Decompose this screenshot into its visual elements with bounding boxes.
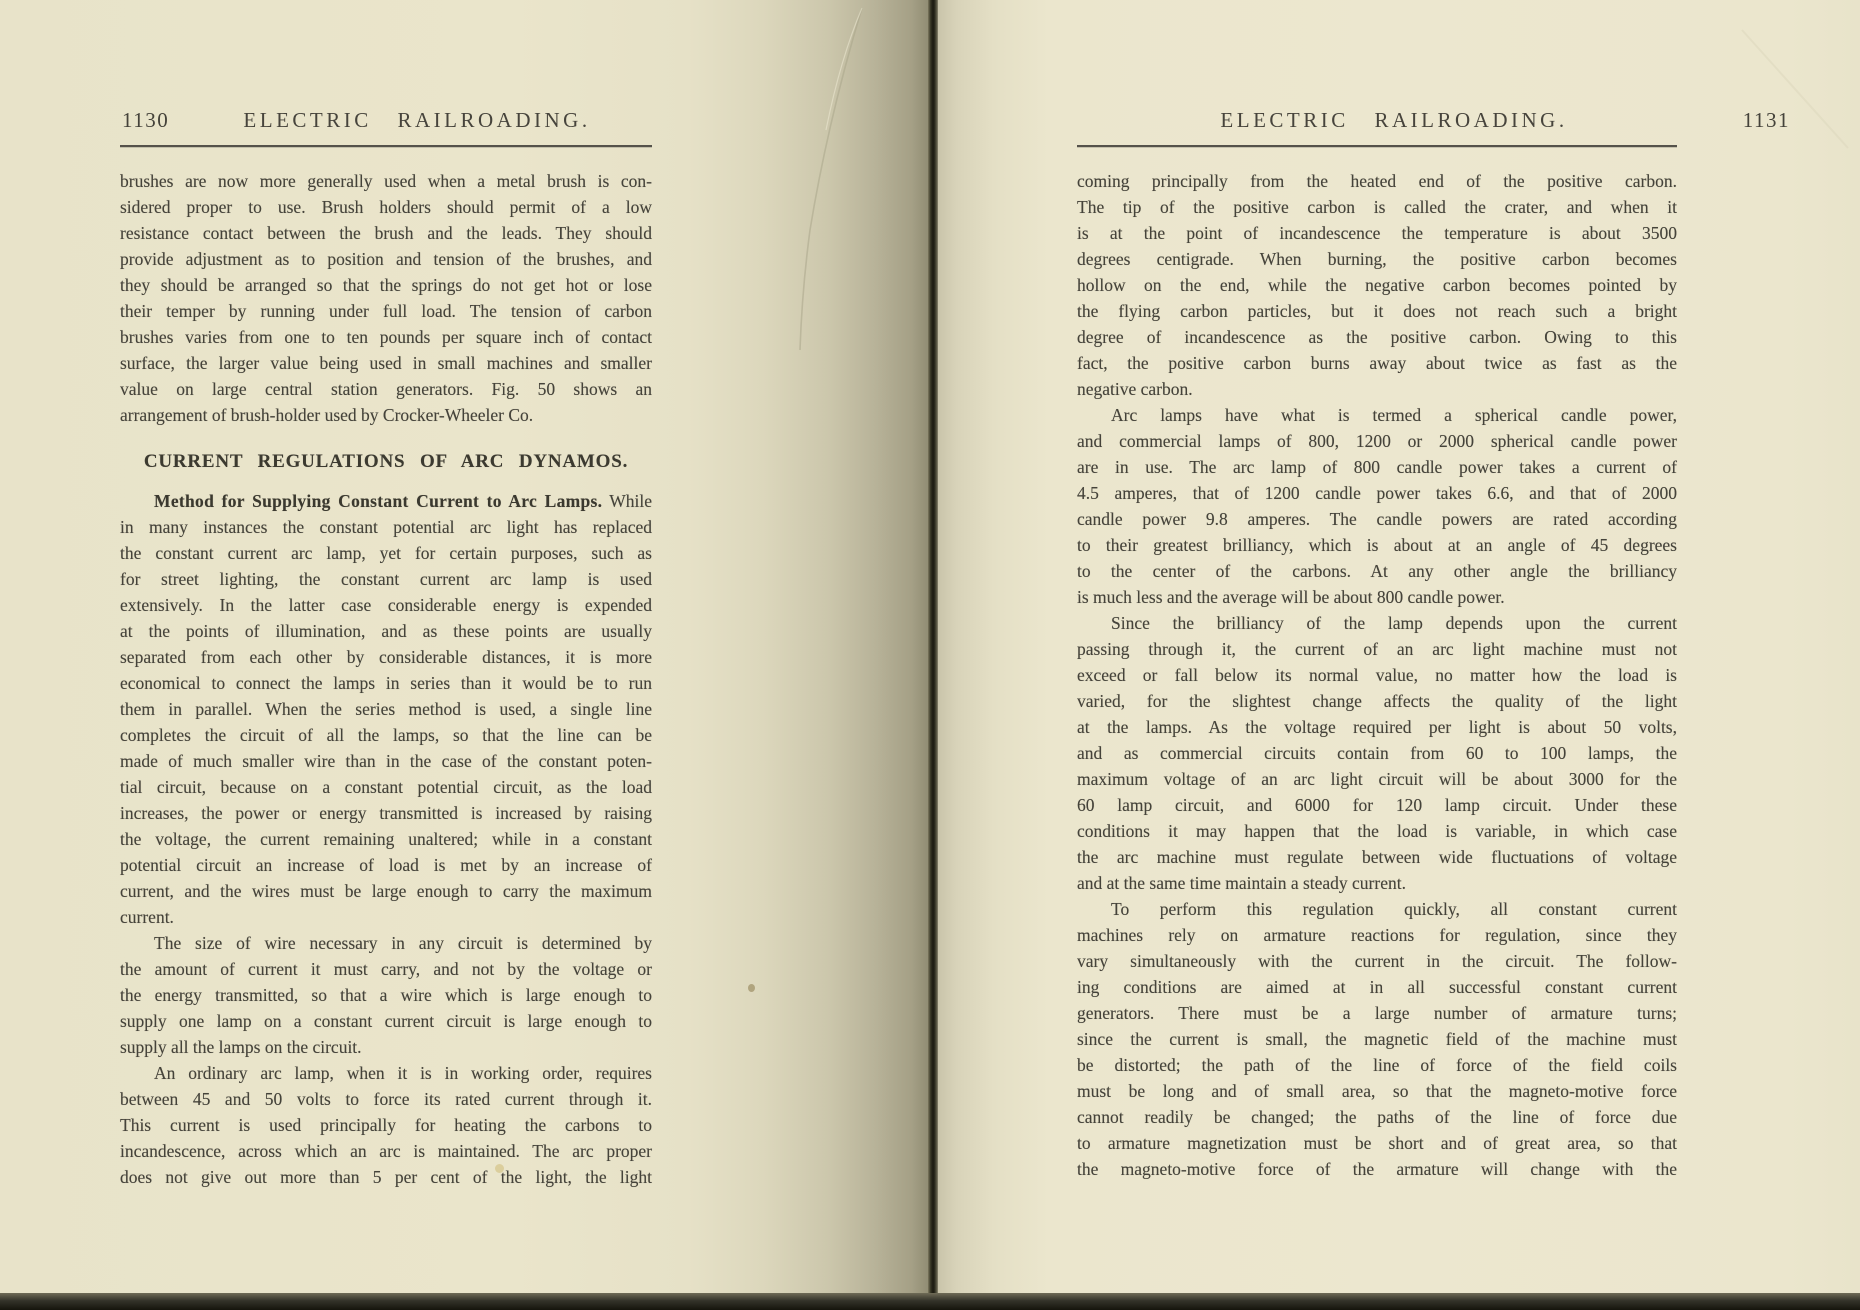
text-line: the energy transmitted, so that a wire which is large enough to bbox=[120, 985, 652, 1005]
text-line: coming principally from the heated end of the positive carbon. bbox=[1077, 171, 1677, 191]
text-line: Arc lamps have what is termed a spherical candle power, bbox=[1111, 405, 1677, 425]
text-line: degrees centigrade. When burning, the positive carbon becomes bbox=[1077, 249, 1677, 269]
text-line: The tip of the positive carbon is called the crater, and when it bbox=[1077, 197, 1677, 217]
text-line: their temper by running under full load. The tension of carbon bbox=[120, 301, 652, 321]
text-line: incandescence, across which an arc is maintained. The arc proper bbox=[120, 1141, 652, 1161]
text-line: economical to connect the lamps in series than it would be to run bbox=[120, 673, 652, 693]
text-line: passing through it, the current of an arc light machine must not bbox=[1077, 639, 1677, 659]
paper-speck bbox=[748, 984, 755, 992]
text-line: value on large central station generators. Fig. 50 shows an bbox=[120, 379, 652, 399]
text-line: since the current is small, the magnetic field of the machine must bbox=[1077, 1029, 1677, 1049]
book-spine-gutter bbox=[928, 0, 938, 1310]
text-line: degree of incandescence as the positive carbon. Owing to this bbox=[1077, 327, 1677, 347]
text-line: generators. There must be a large number of armature turns; bbox=[1077, 1003, 1677, 1023]
text-line: between 45 and 50 volts to force its rated current through it. bbox=[120, 1089, 652, 1109]
text-line: separated from each other by considerable distances, it is more bbox=[120, 647, 652, 667]
text-line: Method for Supplying Constant Current to Arc Lamps. While bbox=[154, 491, 652, 511]
right-page-number: 1131 bbox=[1742, 108, 1790, 132]
text-line: the arc machine must regulate between wide fluctuations of voltage bbox=[1077, 847, 1677, 867]
text-line: An ordinary arc lamp, when it is in working order, requires bbox=[154, 1063, 652, 1083]
text-line: To perform this regulation quickly, all constant current bbox=[1111, 899, 1677, 919]
text-line: and at the same time maintain a steady current. bbox=[1077, 873, 1406, 893]
text-line: to their greatest brilliancy, which is about at an angle of 45 degrees bbox=[1077, 535, 1677, 555]
text-line: exceed or fall below its normal value, no matter how the load is bbox=[1077, 665, 1677, 685]
text-line: in many instances the constant potential arc light has replaced bbox=[120, 517, 652, 537]
text-line: surface, the larger value being used in small machines and smaller bbox=[120, 353, 652, 373]
right-running-title: ELECTRIC RAILROADING. bbox=[1220, 108, 1568, 132]
left-page-number: 1130 bbox=[122, 108, 170, 132]
text-line: provide adjustment as to position and tension of the brushes, and bbox=[120, 249, 652, 269]
text-line: completes the circuit of all the lamps, so that the line can be bbox=[120, 725, 652, 745]
text-line: at the points of illumination, and as these points are usually bbox=[120, 621, 652, 641]
text-line: current. bbox=[120, 907, 174, 927]
text-line: to armature magnetization must be short and of great area, so that bbox=[1077, 1133, 1677, 1153]
left-running-title: ELECTRIC RAILROADING. bbox=[243, 108, 591, 132]
left-page-body bbox=[120, 168, 652, 1190]
bold-lead-in: Method for Supplying Constant Current to Arc Lamps. bbox=[154, 491, 603, 511]
text-line: hollow on the end, while the negative carbon becomes pointed by bbox=[1077, 275, 1677, 295]
left-head-rule bbox=[120, 145, 652, 147]
section-heading: CURRENT REGULATIONS OF ARC DYNAMOS. bbox=[143, 451, 629, 472]
text-line: brushes varies from one to ten pounds per square inch of contact bbox=[120, 327, 652, 347]
text-line: fact, the positive carbon burns away about twice as fast as the bbox=[1077, 353, 1677, 373]
text-line: is much less and the average will be about 800 candle power. bbox=[1077, 587, 1505, 607]
paragraph bbox=[1077, 168, 1677, 402]
text-line: to the center of the carbons. At any other angle the brilliancy bbox=[1077, 561, 1677, 581]
book-bottom-edge bbox=[0, 1293, 1860, 1310]
text-line: varied, for the slightest change affects the quality of the light bbox=[1077, 691, 1677, 711]
text-line: must be long and of small area, so that the magneto-motive force bbox=[1077, 1081, 1677, 1101]
text-line: current, and the wires must be large enough to carry the maximum bbox=[120, 881, 652, 901]
text-line: extensively. In the latter case considerable energy is expended bbox=[120, 595, 652, 615]
text-line: the voltage, the current remaining unaltered; while in a constant bbox=[120, 829, 652, 849]
paragraph bbox=[1077, 896, 1677, 1182]
text-line: the constant current arc lamp, yet for certain purposes, such as bbox=[120, 543, 652, 563]
text-line: potential circuit an increase of load is met by an increase of bbox=[120, 855, 652, 875]
left-running-head bbox=[120, 108, 652, 135]
text-line: arrangement of brush-holder used by Crocker-Wheeler Co. bbox=[120, 405, 534, 425]
text-line: sidered proper to use. Brush holders should permit of a low bbox=[120, 197, 652, 217]
text-line: increases, the power or energy transmitted is increased by raising bbox=[120, 803, 652, 823]
text-line: conditions it may happen that the load is variable, in which case bbox=[1077, 821, 1677, 841]
text-line: vary simultaneously with the current in the circuit. The follow- bbox=[1077, 951, 1677, 971]
right-page bbox=[1077, 108, 1790, 1182]
text-line: resistance contact between the brush and the leads. They should bbox=[120, 223, 652, 243]
text-line: the flying carbon particles, but it does not reach such a bright bbox=[1077, 301, 1677, 321]
text-line: be distorted; the path of the line of force of the field coils bbox=[1077, 1055, 1677, 1075]
text-line: negative carbon. bbox=[1077, 379, 1193, 399]
paragraph bbox=[120, 1060, 652, 1190]
text-line: tial circuit, because on a constant potential circuit, as the load bbox=[120, 777, 652, 797]
text-line: Since the brilliancy of the lamp depends upon the current bbox=[1111, 613, 1677, 633]
text-line: This current is used principally for heating the carbons to bbox=[120, 1115, 652, 1135]
text-line: candle power 9.8 amperes. The candle powers are rated according bbox=[1077, 509, 1677, 529]
text-line: The size of wire necessary in any circuit is determined by bbox=[154, 933, 652, 953]
right-head-rule bbox=[1077, 145, 1677, 147]
paragraph bbox=[1077, 610, 1677, 896]
text-line: 4.5 amperes, that of 1200 candle power takes 6.6, and that of 2000 bbox=[1077, 483, 1677, 503]
text-line: for street lighting, the constant current arc lamp is used bbox=[120, 569, 652, 589]
text-line: the magneto-motive force of the armature will change with the bbox=[1077, 1159, 1677, 1179]
text-line: and as commercial circuits contain from 60 to 100 lamps, the bbox=[1077, 743, 1677, 763]
paragraph bbox=[120, 488, 652, 930]
text-line: cannot readily be changed; the paths of the line of force due bbox=[1077, 1107, 1677, 1127]
text-line: machines rely on armature reactions for regulation, since they bbox=[1077, 925, 1677, 945]
text-line: supply one lamp on a constant current circuit is large enough to bbox=[120, 1011, 652, 1031]
left-page bbox=[120, 108, 652, 1190]
text-line: they should be arranged so that the springs do not get hot or lose bbox=[120, 275, 652, 295]
text-line: made of much smaller wire than in the case of the constant poten- bbox=[120, 751, 652, 771]
text-line: and commercial lamps of 800, 1200 or 2000 spherical candle power bbox=[1077, 431, 1677, 451]
text-line: them in parallel. When the series method is used, a single line bbox=[120, 699, 652, 719]
text-line: are in use. The arc lamp of 800 candle power takes a current of bbox=[1077, 457, 1677, 477]
right-running-head bbox=[1077, 108, 1790, 135]
paragraph bbox=[1077, 402, 1677, 610]
text-line: the amount of current it must carry, and not by the voltage or bbox=[120, 959, 652, 979]
paragraph bbox=[120, 930, 652, 1060]
text-line: ing conditions are aimed at in all successful constant current bbox=[1077, 977, 1677, 997]
text-line: supply all the lamps on the circuit. bbox=[120, 1037, 362, 1057]
text-line: at the lamps. As the voltage required per light is about 50 volts, bbox=[1077, 717, 1677, 737]
text-line: 60 lamp circuit, and 6000 for 120 lamp circuit. Under these bbox=[1077, 795, 1677, 815]
paragraph bbox=[120, 168, 652, 428]
text-line: maximum voltage of an arc light circuit will be about 3000 for the bbox=[1077, 769, 1677, 789]
text-line: does not give out more than 5 per cent of the light, the light bbox=[120, 1167, 652, 1187]
text-line: brushes are now more generally used when a metal brush is con- bbox=[120, 171, 652, 191]
right-page-body bbox=[1077, 168, 1677, 1182]
text-line: is at the point of incandescence the temperature is about 3500 bbox=[1077, 223, 1677, 243]
